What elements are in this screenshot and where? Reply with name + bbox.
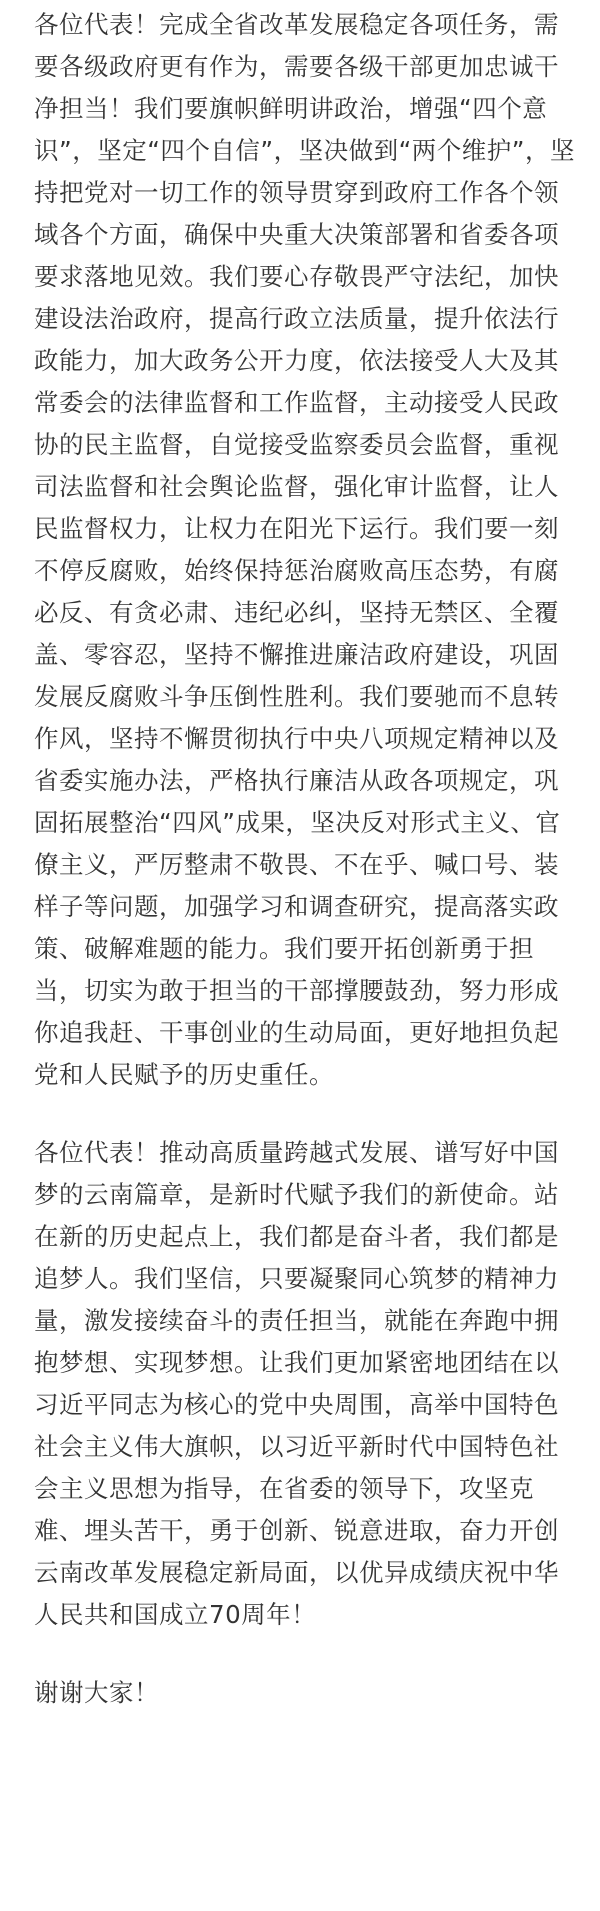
paragraph-new-mission: 各位代表！推动高质量跨越式发展、谱写好中国梦的云南篇章，是新时代赋予我们的新使命。站在新的历史起点上，我们都是奋斗者，我们都是追梦人。我们坚信，只要凝聚同心筑梦的精神力量，激发接续奋斗的责任担当，就能在奔跑中拥抱梦想、实现梦想。让我们更加紧密地团结在以习近平同志为核心的党中央周围，高举中国特色社会主义伟大旗帜，以习近平新时代中国特色社会主义思想为指导，在省委的领导下，攻坚克难、埋头苦干，勇于创新、锐意进取，奋力开创云南改革发展稳定新局面，以优异成绩庆祝中华人民共和国成立70周年！ [34,1138,559,1629]
paragraph-leadership-and-discipline: 各位代表！完成全省改革发展稳定各项任务，需要各级政府更有作为，需要各级干部更加忠诚干净担当！我们要旗帜鲜明讲政治，增强“四个意识”，坚定“四个自信”，坚决做到“两个维护”，坚持把党对一切工作的领导贯穿到政府工作各个领域各个方面，确保中央重大决策部署和省委各项要求落地见效。我们要心存敬畏严守法纪，加快建设法治政府，提高行政立法质量，提升依法行政能力，加大政务公开力度，依法接受人大及其常委会的法律监督和工作监督，主动接受人民政协的民主监督，自觉接受监察委员会监督，重视司法监督和社会舆论监督，强化审计监督，让人民监督权力，让权力在阳光下运行。我们要一刻不停反腐败，始终保持惩治腐败高压态势，有腐必反、有贪必肃、违纪必纠，坚持无禁区、全覆盖、零容忍，坚持不懈推进廉洁政府建设，巩固发展反腐败斗争压倒性胜利。我们要驰而不息转作风，坚持不懈贯彻执行中央八项规定精神以及省委实施办法，严格执行廉洁从政各项规定，巩固拓展整治“四风”成果，坚决反对形式主义、官僚主义，严厉整肃不敬畏、不在乎、喊口号、装样子等问题，加强学习和调查研究，提高落实政策、破解难题的能力。我们要开拓创新勇于担当，切实为敢于担当的干部撑腰鼓劲，努力形成你追我赶、干事创业的生动局面，更好地担负起党和人民赋予的历史重任。 [34,10,575,1089]
paragraph-closing-thanks: 谢谢大家！ [34,1678,159,1707]
article-body [34,0,582,1714]
